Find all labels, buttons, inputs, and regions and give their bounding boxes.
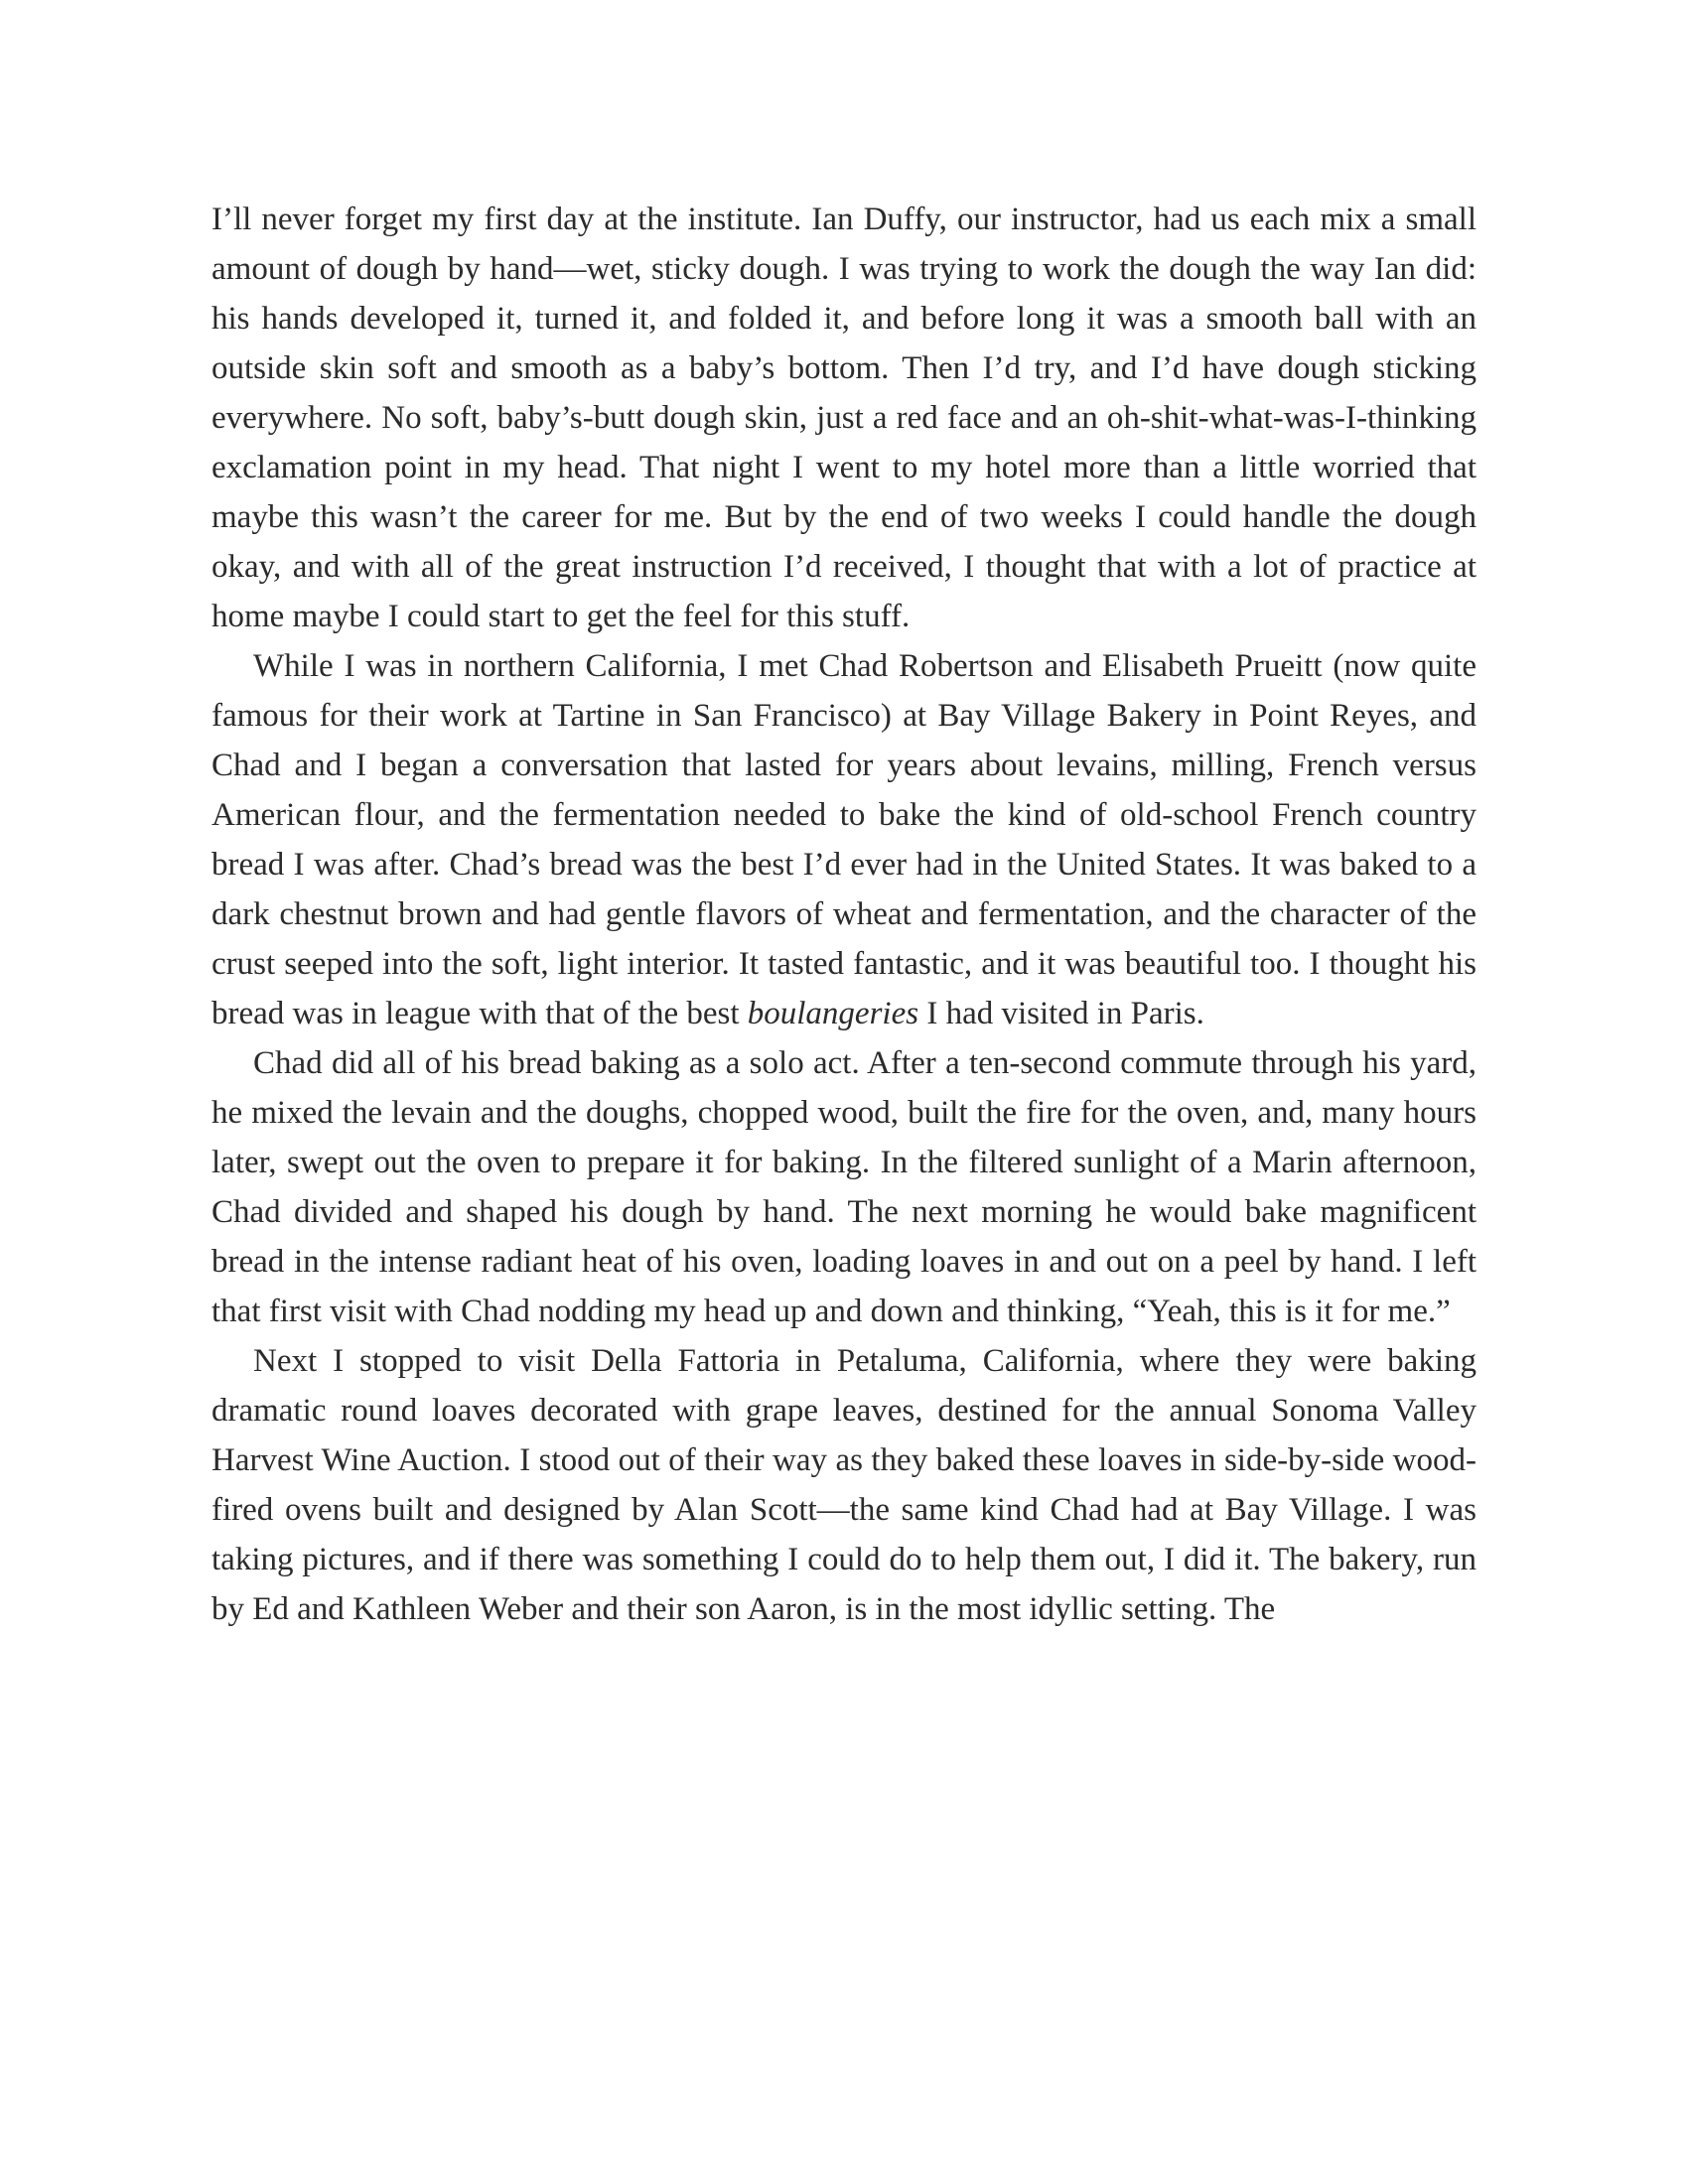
paragraph-2 xyxy=(211,641,1477,1038)
italic-term: boulangeries xyxy=(747,996,919,1031)
paragraph-text: While I was in northern California, I met Chad Robertson and Elisabeth Prueitt (now quite famous for their work at Tartine in San Francisco) at Bay Village Bakery in Point Reyes, and Chad and I began a conversation that lasted for years about levains, milling, French versus American flour, and the fermentation needed to bake the kind of old-school French country bread I was after. Chad’s bread was the best I’d ever had in the United States. It was baked to a dark chestnut brown and had gentle flavors of wheat and fermentation, and the character of the crust seeped into the soft, light interior. It tasted fantastic, and it was beautiful too. I thought his bread was in league with that of the best xyxy=(211,648,1477,1031)
paragraph-text: Chad did all of his bread baking as a solo act. After a ten-second commute through his yard, he mixed the levain and the doughs, chopped wood, built the fire for the oven, and, many hours later, swept out the oven to prepare it for baking. In the filtered sunlight of a Marin afternoon, Chad divided and shaped his dough by hand. The next morning he would bake magnificent bread in the intense radiant heat of his oven, loading loaves in and out on a peel by hand. I left that first visit with Chad nodding my head up and down and thinking, “Yeah, this is it for me.” xyxy=(211,1045,1477,1329)
paragraph-text: I’ll never forget my first day at the institute. Ian Duffy, our instructor, had us each mix a small amount of dough by hand—wet, sticky dough. I was trying to work the dough the way Ian did: his hands developed it, turned it, and folded it, and before long it was a smooth ball with an outside skin soft and smooth as a baby’s bottom. Then I’d try, and I’d have dough sticking everywhere. No soft, baby’s-butt dough skin, just a red face and an oh-shit-what-was-I-thinking exclamation point in my head. That night I went to my hotel more than a little worried that maybe this wasn’t the career for me. But by the end of two weeks I could handle the dough okay, and with all of the great instruction I’d received, I thought that with a lot of practice at home maybe I could start to get the feel for this stuff. xyxy=(211,202,1477,634)
paragraph-text: Next I stopped to visit Della Fattoria in Petaluma, California, where they were baking dramatic round loaves decorated with grape leaves, destined for the annual Sonoma Valley Harvest Wine Auction. I stood out of their way as they baked these loaves in side-by-side wood-fired ovens built and designed by Alan Scott—the same kind Chad had at Bay Village. I was taking pictures, and if there was something I could do to help them out, I did it. The bakery, run by Ed and Kathleen Weber and their son Aaron, is in the most idyllic setting. The xyxy=(211,1343,1477,1627)
paragraph-1 xyxy=(211,195,1477,641)
paragraph-text: I had visited in Paris. xyxy=(918,996,1204,1031)
page-body xyxy=(211,195,1477,1634)
paragraph-4 xyxy=(211,1336,1477,1634)
paragraph-3 xyxy=(211,1038,1477,1336)
